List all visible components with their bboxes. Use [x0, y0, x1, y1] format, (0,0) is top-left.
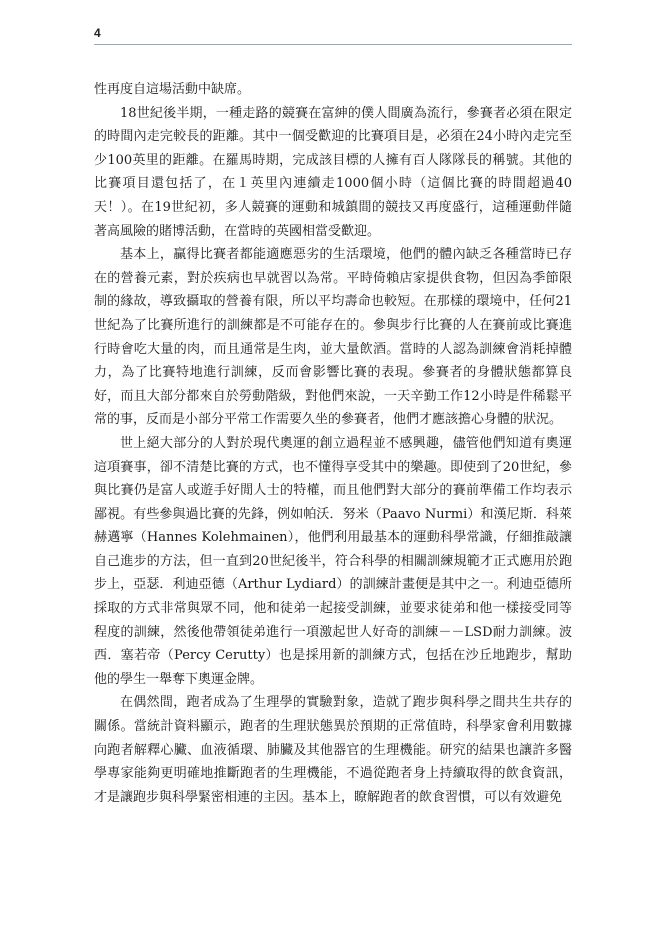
header-rule [94, 44, 572, 45]
paragraph-living-conditions: 基本上，贏得比賽者都能適應惡劣的生活環境，他們的體內缺乏各種當時已存在的營養元素，對於疾病也早就習以為常。平時倚賴店家提供食物，但因為季節限制的緣故，導致攝取的營養有限，所以平均壽命也較短。在那樣的環境中，任何21世紀為了比賽所進行的訓練都是不可能存在的。參與步行比賽的人在賽前或比賽進行時會吃大量的肉，而且通常是生肉，並大量飲酒。當時的人認為訓練會消耗掉體力，為了比賽特地進行訓練，反而會影響比賽的表現。參賽者的身體狀態都算良好，而且大部分都來自於勞動階級，對他們來說，一天辛勤工作12小時是件稀鬆平常的事，反而是小部分平常工作需要久坐的參賽者，他們才應該擔心身體的狀況。 [94, 247, 572, 428]
paragraph-continuation: 性再度自這場活動中缺席。 [94, 82, 251, 97]
paragraph-walking-races: 18世紀後半期，一種走路的競賽在富紳的僕人間廣為流行，參賽者必須在限定的時間內走完較長的距離。其中一個受歡迎的比賽項目是，必須在24小時內走完至少100英里的距離。在羅馬時期，完成該目標的人擁有百人隊隊長的稱號。其他的比賽項目還包括了，在１英里內連續走1000個小時（這個比賽的時間超過40天！）。在19世紀初，多人競賽的運動和城鎮間的競技又再度盛行，這種運動伴隨著高風險的賭博活動，在當時的英國相當受歡迎。 [94, 105, 572, 239]
body-text [94, 78, 572, 809]
page-number: 4 [94, 26, 101, 40]
paragraph-physiology: 在偶然間，跑者成為了生理學的實驗對象，造就了跑步與科學之間共生共存的關係。當統計資料顯示，跑者的生理狀態異於預期的正常值時，科學家會利用數據向跑者解釋心臟、血液循環、肺臟及其他器官的生理機能。研究的結果也讓許多醫學專家能夠更明確地推斷跑者的生理機能，不過從跑者身上持續取得的飲食資訊，才是讓跑步與科學緊密相連的主因。基本上，瞭解跑者的飲食習慣，可以有效避免 [94, 695, 572, 805]
paragraph-modern-olympics: 世上絕大部分的人對於現代奧運的創立過程並不感興趣，儘管他們知道有奧運這項賽事，卻不清楚比賽的方式，也不懂得享受其中的樂趣。即使到了20世紀，參與比賽仍是富人或遊手好閒人士的特權，而且他們對大部分的賽前準備工作均表示鄙視。有些參與過比賽的先鋒，例如帕沃．努米（Paavo Nurmi）和漢尼斯．科萊赫邁寧（Hannes Kolehmainen），他們利用最基本的運動科學常識，仔細推敲讓自己進步的方法，但一直到20世紀後半，符合科學的相關訓練規範才正式應用於跑步上，亞瑟．利迪亞德（Arthur Lydiard）的訓練計畫便是其中之一。利迪亞德所採取的方式非常與眾不同，他和徒弟一起接受訓練，並要求徒弟和他一樣接受同等程度的訓練，然後他帶領徒弟進行一項激起世人好奇的訓練－－LSD耐力訓練。波西．塞若帝（Percy Cerutty）也是採用新的訓練方式，包括在沙丘地跑步，幫助他的學生一舉奪下奧運金牌。 [94, 435, 572, 687]
